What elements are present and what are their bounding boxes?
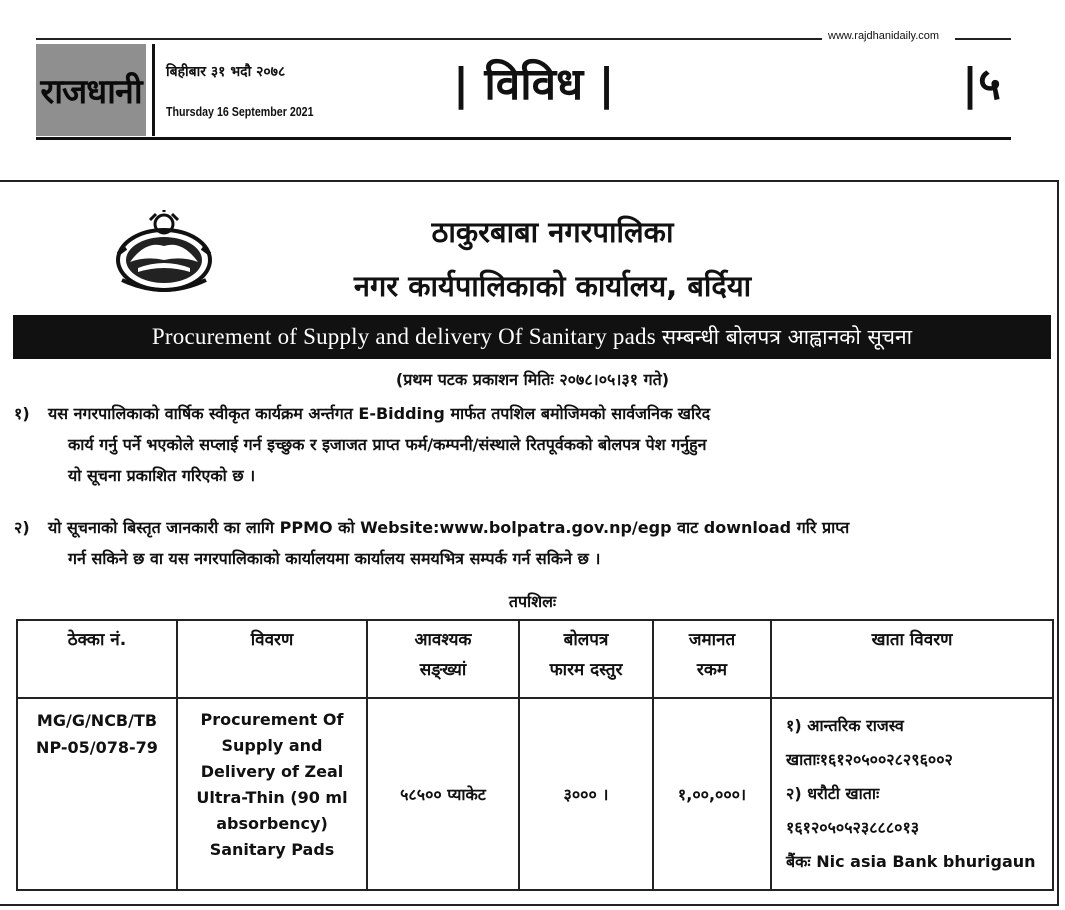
account-line <box>786 845 1052 879</box>
office-name: नगर कार्यपालिकाको कार्यालय, बर्दिया <box>353 269 752 303</box>
masthead-top-rule-right <box>955 38 1011 40</box>
paragraph-line: कार्य गर्नु पर्ने भएकोले सप्लाई गर्न इच्छुक र इजाजत प्राप्त फर्म/कम्पनी/संस्थाले रितपूर्वकको बोलपत्र पेश गर्नुहुन <box>68 435 707 454</box>
cell-quantity: ५८५०० प्याकेट <box>367 698 519 890</box>
header-form-fee <box>519 620 653 698</box>
cell-contract-no <box>17 698 177 890</box>
notice-title-banner <box>13 315 1051 359</box>
paragraph-text: यो सूचनाको बिस्तृत जानकारी का लागि PPMO को Website:www.bolpatra.gov.np/egp वाट download गरि प्राप्त <box>48 518 850 537</box>
cell-account-details <box>771 698 1053 890</box>
details-table <box>16 619 1054 891</box>
paragraph-line: गर्न सकिने छ वा यस नगरपालिकाको कार्यालयमा कार्यालय समयभित्र सम्पर्क गर्न सकिने छ । <box>68 549 601 568</box>
header-line: रकम <box>696 660 728 680</box>
paragraph-line: यो सूचना प्रकाशित गरिएको छ । <box>68 466 256 485</box>
table-header-row <box>17 620 1053 698</box>
website-url: www.rajdhanidaily.com <box>828 30 940 42</box>
description-line: absorbency) <box>216 814 328 833</box>
cell-description <box>177 698 367 890</box>
cell-deposit: १,००,०००। <box>653 698 771 890</box>
header-line: जमानत <box>688 630 736 650</box>
account-line: खाताः१६१२०५००२८२९६००२ <box>786 750 953 769</box>
organization-name: ठाकुरबाबा नगरपालिका <box>431 215 674 249</box>
date-english: Thursday 16 September 2021 <box>166 104 314 119</box>
header-description: विवरण <box>177 620 367 698</box>
details-heading: तपशिलः <box>508 592 557 611</box>
description-line: Procurement Of <box>200 710 344 729</box>
section-title: | विविध | <box>453 59 615 110</box>
paragraph-number: २) <box>14 518 30 537</box>
header-contract-no: ठेक्का नं. <box>17 620 177 698</box>
masthead-top-rule <box>36 38 822 40</box>
account-line: २) धरौटी खाताः <box>786 784 880 803</box>
account-line: १) आन्तरिक राजस्व <box>786 716 904 735</box>
paragraph-number: १) <box>14 404 30 423</box>
header-line: बोलपत्र <box>563 630 609 650</box>
description-line: Ultra-Thin (90 ml <box>196 788 348 807</box>
paragraph-1 <box>14 398 1050 491</box>
description-line: Supply and <box>221 736 323 755</box>
bank-name: Nic asia Bank bhurigaun <box>816 852 1036 871</box>
masthead-divider <box>152 44 155 136</box>
notice-title-nepali: सम्बन्धी बोलपत्र आह्वानको सूचना <box>661 325 913 349</box>
cell-form-fee: ३००० । <box>519 698 653 890</box>
header-deposit <box>653 620 771 698</box>
publication-date: (प्रथम पटक प्रकाशन मितिः २०७८।०५।३१ गते) <box>395 370 670 389</box>
paragraph-line <box>14 512 1050 543</box>
page-number: |५ <box>962 59 1001 110</box>
paragraph-2 <box>14 512 1050 574</box>
bank-label: बैंकः <box>786 852 811 871</box>
date-nepali: बिहीबार ३१ भदौ २०७८ <box>166 64 286 80</box>
header-line: आवश्यक <box>414 630 472 650</box>
header-account: खाता विवरण <box>771 620 1053 698</box>
newspaper-logo <box>36 44 146 136</box>
table-row <box>17 698 1053 890</box>
contract-no-line: MG/G/NCB/TB <box>36 711 158 730</box>
header-line: सङ्ख्यां <box>419 660 467 680</box>
newspaper-name: राजधानी <box>40 72 142 112</box>
notice-title-english: Procurement of Supply and delivery Of Sanitary pads <box>151 324 656 349</box>
masthead-bottom-rule <box>36 137 1011 140</box>
paragraph-text: यस नगरपालिकाको वार्षिक स्वीकृत कार्यक्रम अर्न्तगत E-Bidding मार्फत तपशिल बमोजिमको सार्वजनिक खरिद <box>48 404 711 423</box>
description-line: Sanitary Pads <box>209 840 335 859</box>
header-quantity <box>367 620 519 698</box>
description-line: Delivery of Zeal <box>200 762 344 781</box>
paragraph-line <box>14 398 1050 429</box>
account-line: १६१२०५०५२३८८८०१३ <box>786 818 920 837</box>
header-line: फारम दस्तुर <box>549 660 623 680</box>
contract-no-line: NP-05/078-79 <box>36 738 158 757</box>
